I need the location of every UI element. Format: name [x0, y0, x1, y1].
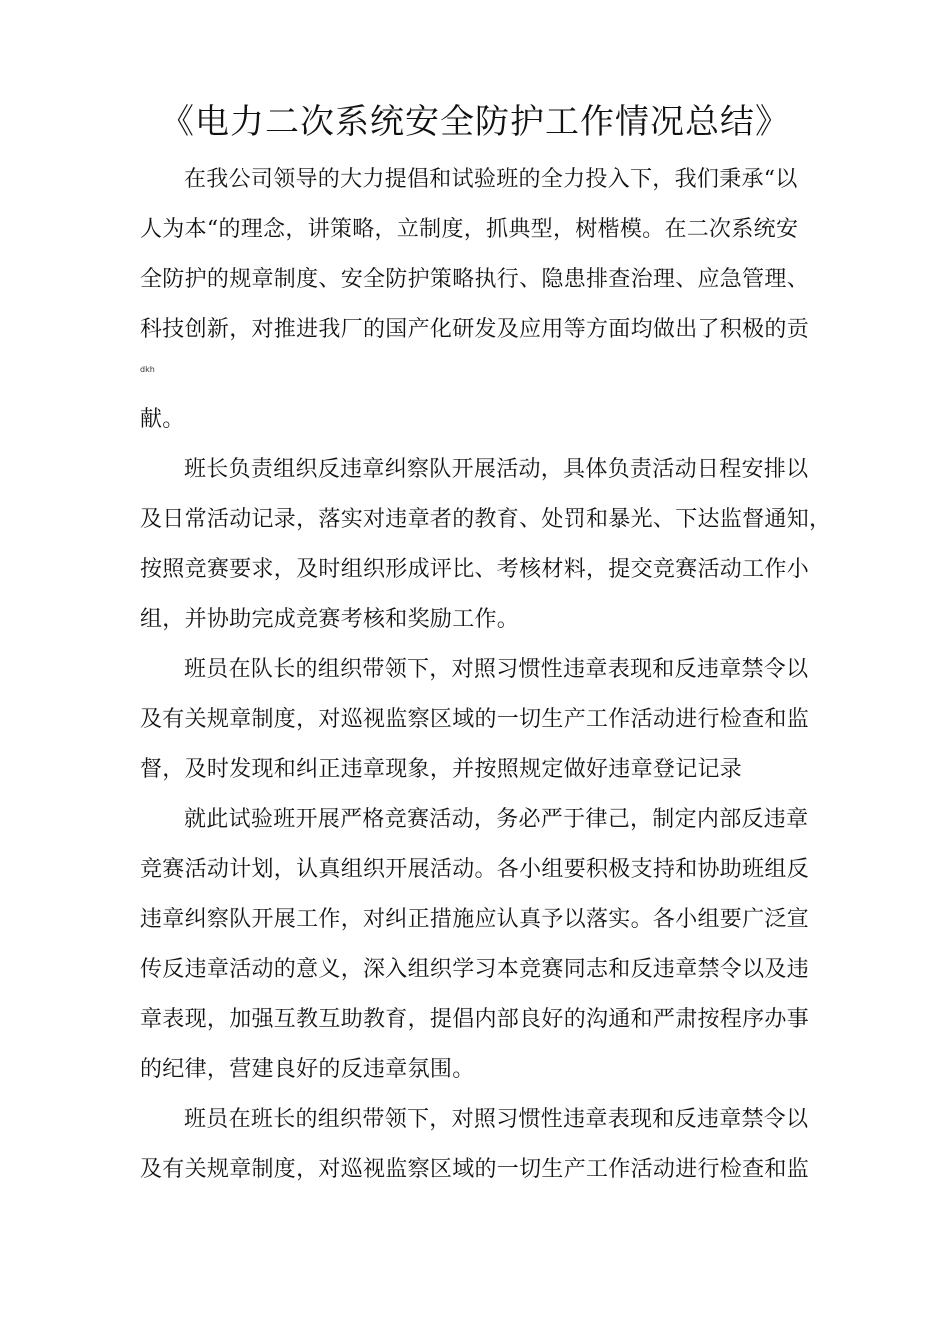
document-title: 《电力二次系统安全防护工作情况总结》	[160, 102, 790, 142]
paragraph-line: 及日常活动记录，落实对违章者的教育、处罚和暴光、下达监督通知，	[140, 507, 832, 532]
paragraph-line: 及有关规章制度，对巡视监察区域的一切生产工作活动进行检查和监	[140, 707, 810, 732]
paragraph-line: 组，并协助完成竞赛考核和奖励工作。	[140, 607, 520, 632]
paragraph-line: 督，及时发现和纠正违章现象，并按照规定做好违章登记记录	[140, 757, 743, 782]
paragraph-line: 在我公司领导的大力提倡和试验班的全力投入下，我们秉承“以	[184, 167, 798, 192]
paragraph-line: 人为本“的理念，讲策略，立制度，抓典型，树楷模。在二次系统安	[140, 217, 799, 242]
paragraph-line: 按照竞赛要求，及时组织形成评比、考核材料，提交竞赛活动工作小	[140, 557, 810, 582]
paragraph-line: 科技创新，对推进我厂的国产化研发及应用等方面均做出了积极的贡	[140, 317, 810, 342]
paragraph-line: 违章纠察队开展工作，对纠正措施应认真予以落实。各小组要广泛宣	[140, 907, 810, 932]
paragraph-line: 班员在队长的组织带领下，对照习惯性违章表现和反违章禁令以	[184, 657, 809, 682]
paragraph-line: 班长负责组织反违章纠察队开展活动，具体负责活动日程安排以	[184, 457, 809, 482]
paragraph-line: 班员在班长的组织带领下，对照习惯性违章表现和反违章禁令以	[184, 1107, 809, 1132]
paragraph-line: 及有关规章制度，对巡视监察区域的一切生产工作活动进行检查和监	[140, 1157, 810, 1182]
paragraph-line: 章表现，加强互教互助教育，提倡内部良好的沟通和严肃按程序办事	[140, 1007, 810, 1032]
margin-marker: dkh	[140, 365, 155, 374]
paragraph-line: 的纪律，营建良好的反违章氛围。	[140, 1057, 475, 1082]
paragraph-line: 全防护的规章制度、安全防护策略执行、隐患排查治理、应急管理、	[140, 267, 810, 292]
paragraph-line: 就此试验班开展严格竞赛活动，务必严于律己，制定内部反违章	[184, 807, 809, 832]
paragraph-line: 献。	[140, 407, 185, 432]
paragraph-line: 传反违章活动的意义，深入组织学习本竞赛同志和反违章禁令以及违	[140, 957, 810, 982]
paragraph-line: 竞赛活动计划，认真组织开展活动。各小组要积极支持和协助班组反	[140, 857, 810, 882]
